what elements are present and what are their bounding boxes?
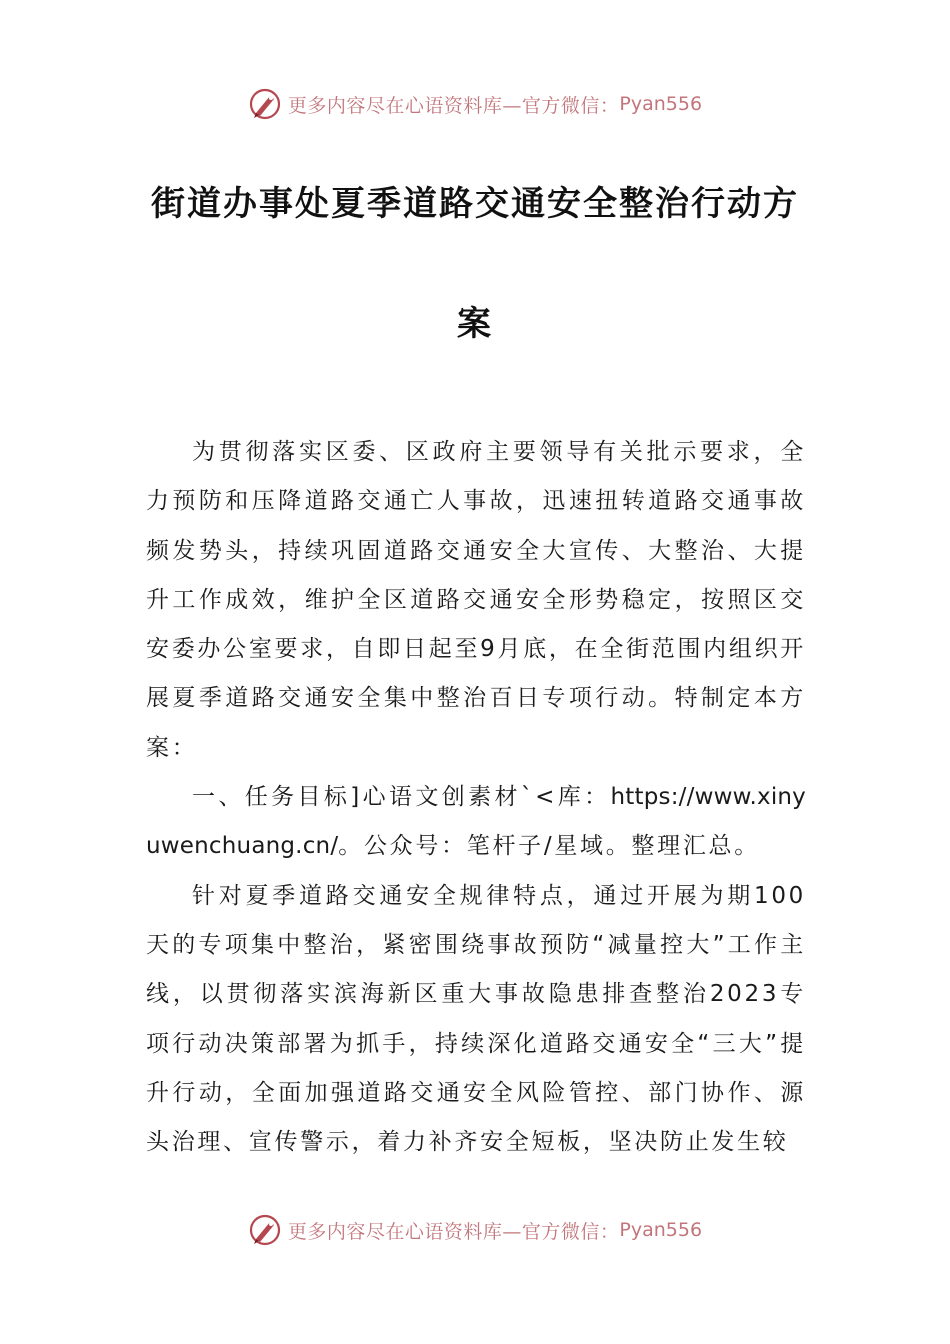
paragraph-task-goal (146, 773, 806, 872)
paragraph-task-detail: 针对夏季道路交通安全规律特点，通过开展为期100天的专项集中整治，紧密围绕事故预防“减量控大”工作主线，以贯彻落实滨海新区重大事故隐患排查整治2023专项行动决策部署为抓手，持续深化道路交通安全“三大”提升行动，全面加强道路交通安全风险管控、部门协作、源头治理、宣传警示，着力补齐安全短板，坚决防止发生较 (146, 882, 806, 1156)
task-goal-note: 。公众号：笔杆子/星域。整理汇总。 (338, 833, 760, 860)
footer-watermark (0, 1210, 950, 1250)
document-body (146, 428, 806, 1167)
source-url-link[interactable]: https://www.xinyuwenchuang.cn/ (146, 784, 806, 860)
watermark-text: 更多内容尽在心语资料库—官方微信： (287, 94, 620, 117)
watermark-text: 更多内容尽在心语资料库—官方微信： (287, 1220, 620, 1243)
document-title-line2: 案 (457, 304, 493, 344)
watermark-wechat-id: Pyan556 (619, 1219, 703, 1241)
paragraph-intro: 为贯彻落实区委、区政府主要领导有关批示要求，全力预防和压降道路交通亡人事故，迅速扭转道路交通事故频发势头，持续巩固道路交通安全大宣传、大整治、大提升工作成效，维护全区道路交通安全形势稳定，按照区交安委办公室要求，自即日起至9月底，在全街范围内组织开展夏季道路交通安全集中整治百日专项行动。特制定本方案： (146, 439, 806, 761)
document-title-line1: 街道办事处夏季道路交通安全整治行动方 (151, 184, 799, 224)
pen-logo-icon (248, 87, 282, 121)
header-watermark (0, 84, 950, 124)
task-goal-heading: 一、任务目标]心语文创素材`<库： (192, 784, 611, 811)
pen-logo-icon (248, 1213, 282, 1247)
watermark-wechat-id: Pyan556 (619, 93, 703, 115)
